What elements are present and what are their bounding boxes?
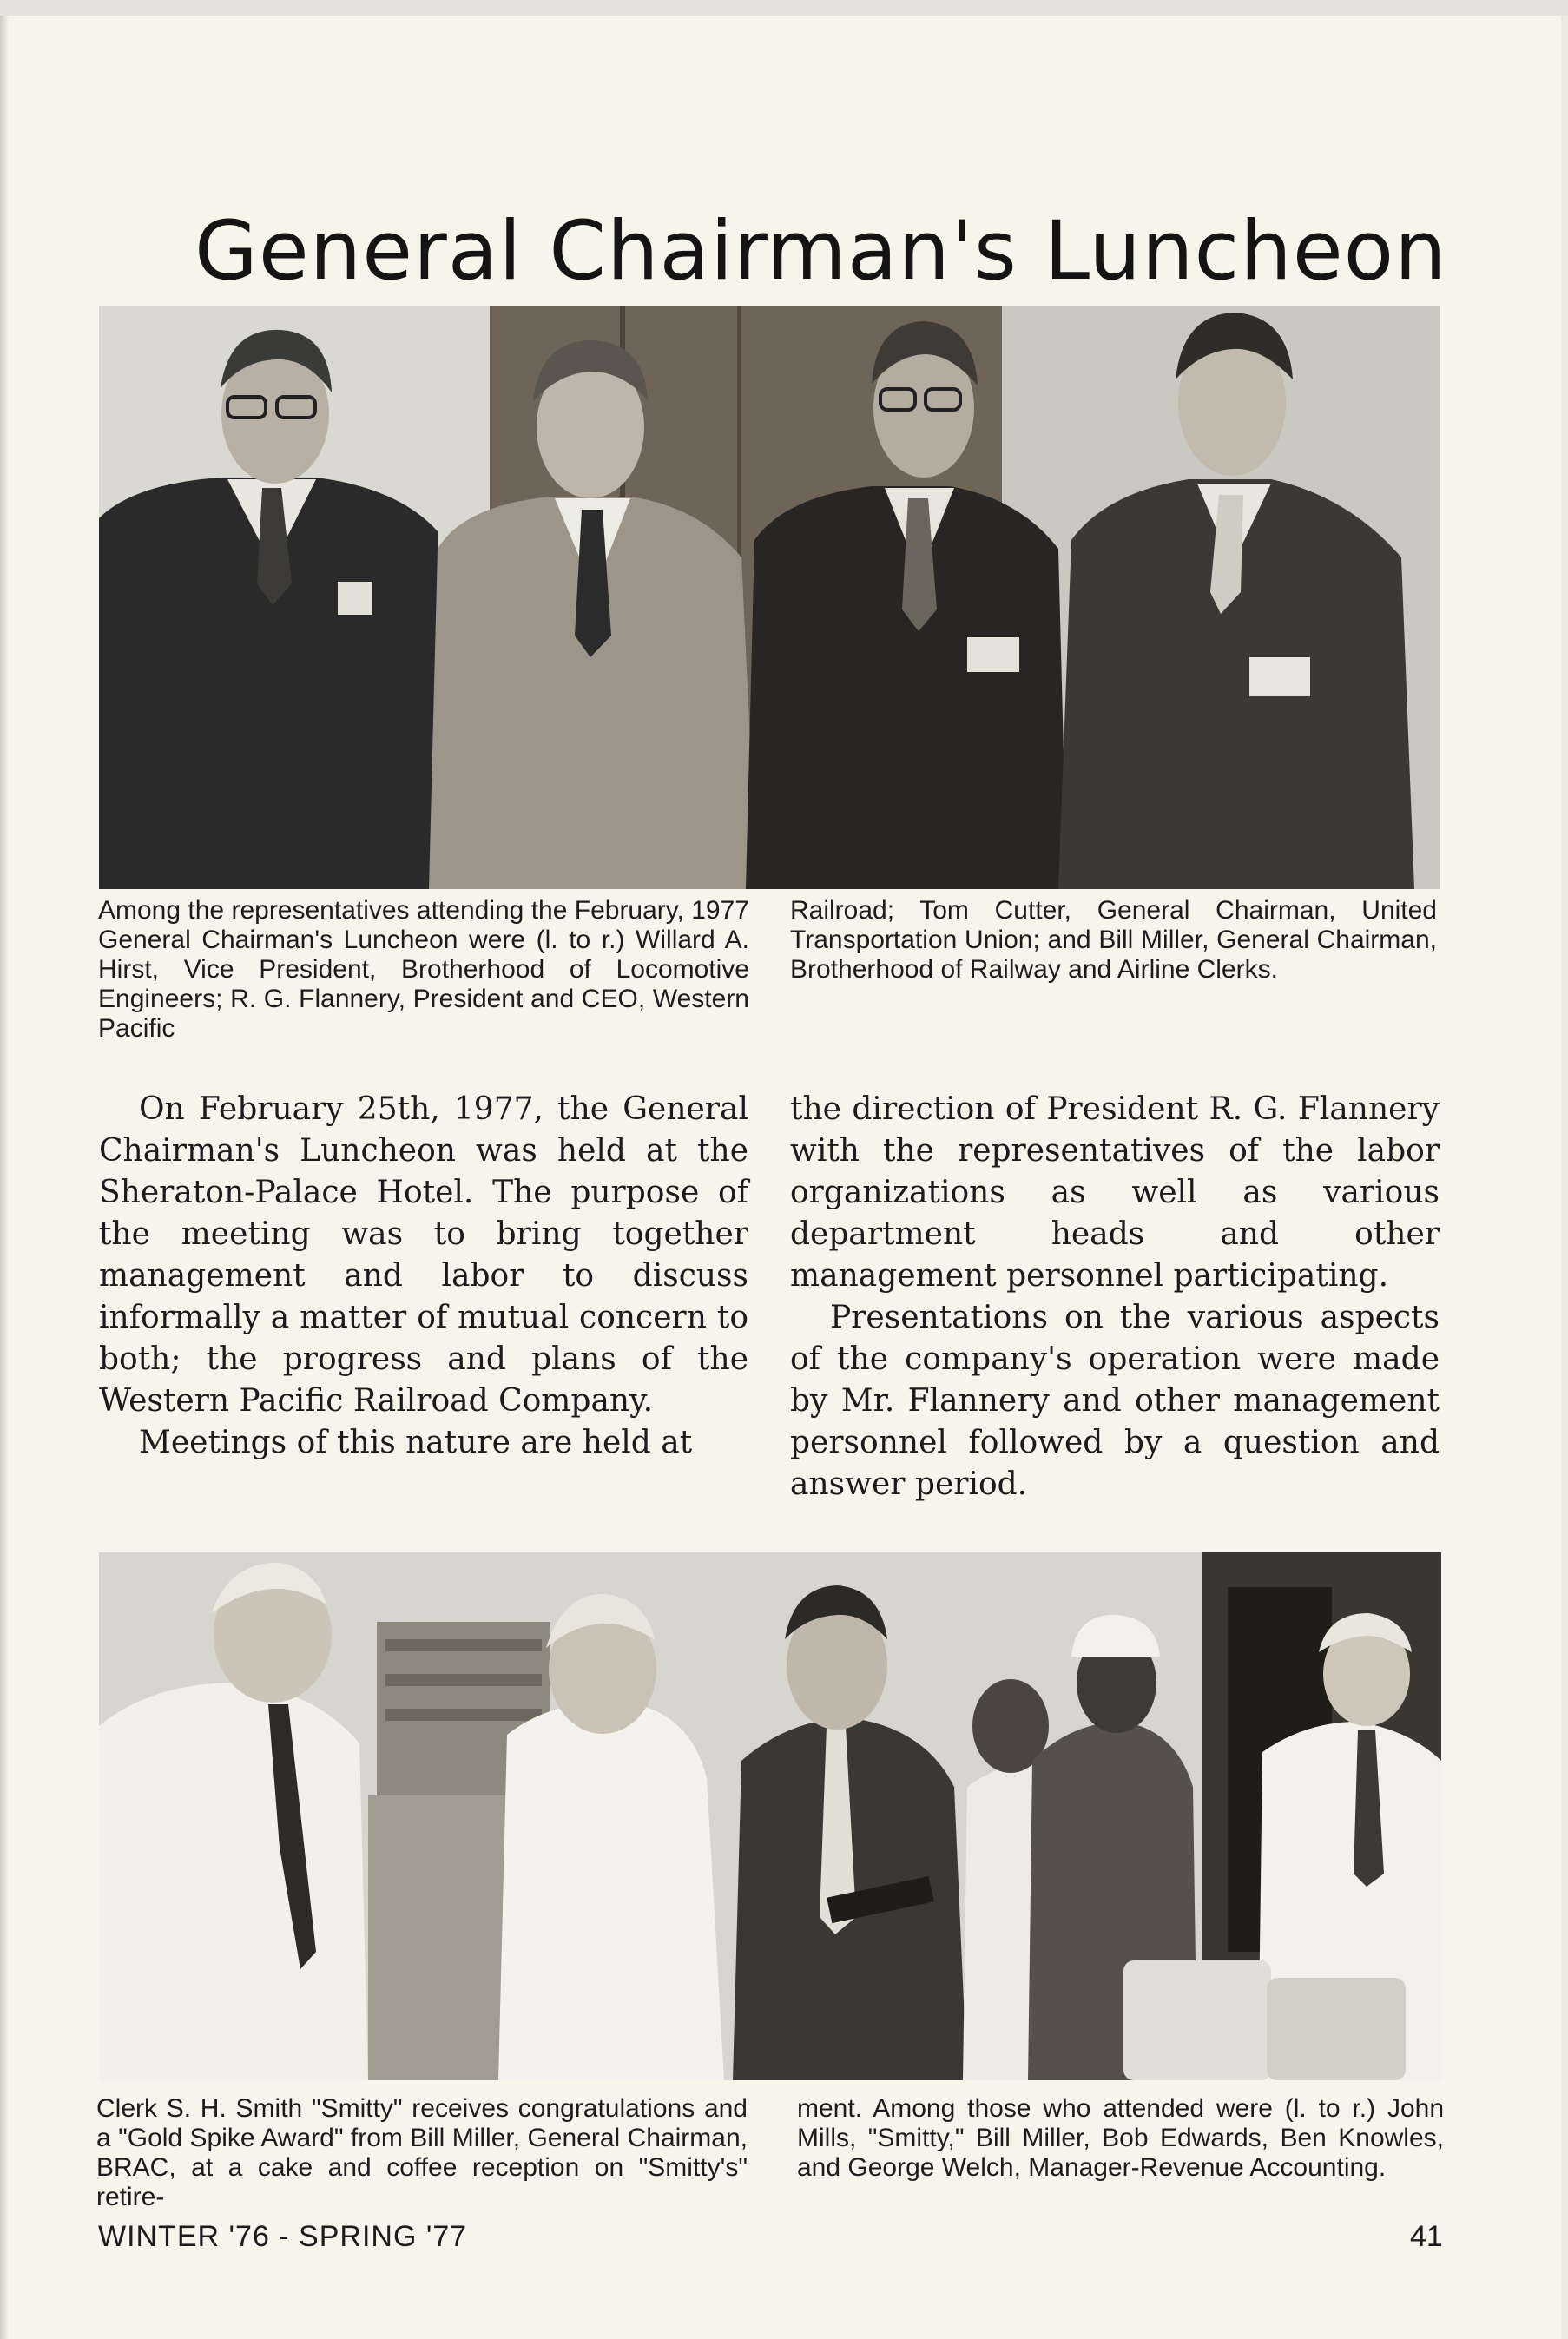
article-paragraph: Presentations on the various aspects of the company's operation were made by Mr. Flannery and other management personnel followed by a question and answer period. — [790, 1300, 1440, 1502]
article-paragraph: Meetings of this nature are held at — [139, 1425, 693, 1460]
coffee-urns — [1123, 1960, 1406, 2080]
page-right-edge — [1561, 16, 1568, 2339]
bottom-photo-caption-right: ment. Among those who attended were (l. to r.) John Mills, "Smitty," Bill Miller, Bob Edwards, Ben Knowles, and George Welch, Manager-Revenue Accounting. — [797, 2094, 1444, 2182]
issue-label: WINTER '76 - SPRING '77 — [98, 2220, 468, 2253]
top-photo — [99, 306, 1440, 889]
bottom-photo-caption-left: Clerk S. H. Smith "Smitty" receives congratulations and a "Gold Spike Award" from Bill Miller, General Chairman, BRAC, at a cake and coffee reception on "Smitty's" retire- — [96, 2094, 748, 2211]
article-column-right — [790, 1089, 1440, 1506]
article-paragraph: On February 25th, 1977, the General Chairman's Luncheon was held at the Sheraton-Palace Hotel. The purpose of the meeting was to bring together management and labor to discuss informally a matter of mutual concern to both; the progress and plans of the Western Pacific Railroad Company. — [99, 1091, 748, 1419]
top-photo-caption-left: Among the representatives attending the February, 1977 General Chairman's Luncheon were (l. to r.) Willard A. Hirst, Vice President, Brotherhood of Locomotive Engineers; R. G. Flannery, President and CEO, Western Pacific — [98, 896, 749, 1043]
page-top-edge — [0, 0, 1568, 16]
article-column-left — [99, 1089, 748, 1464]
top-photo-caption-right: Railroad; Tom Cutter, General Chairman, United Transportation Union; and Bill Miller, General Chairman, Brotherhood of Railway and Airline Clerks. — [790, 896, 1437, 984]
page-number: 41 — [1410, 2220, 1443, 2253]
page-spine-shadow — [0, 16, 9, 2339]
bottom-photo — [99, 1552, 1441, 2080]
page-title: General Chairman's Luncheon — [194, 204, 1447, 299]
article-paragraph: the direction of President R. G. Flannery with the representatives of the labor organizations as well as various department heads and other management personnel participating. — [790, 1091, 1440, 1294]
